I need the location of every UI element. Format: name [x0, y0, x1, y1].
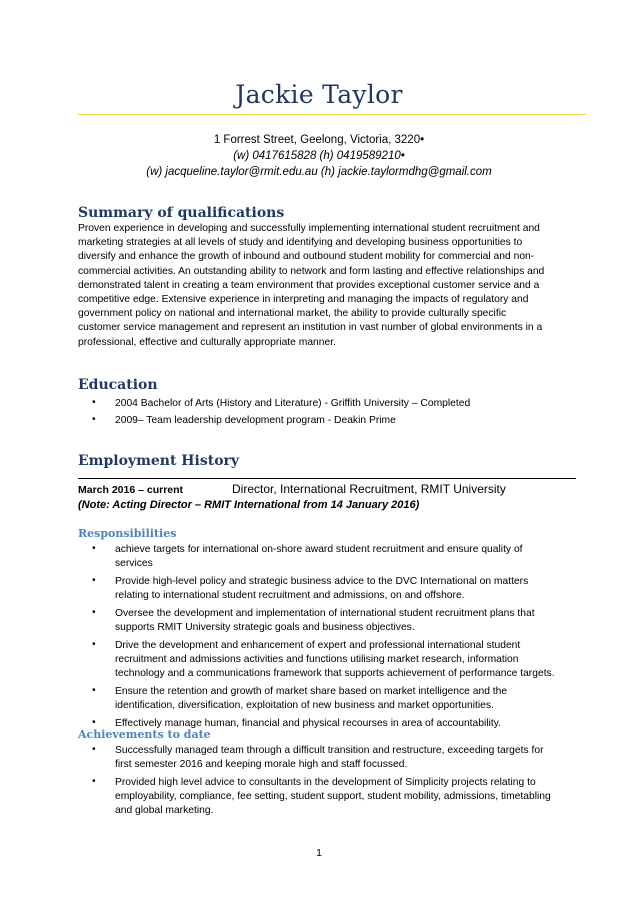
page-number: 1: [316, 847, 322, 859]
job-date: March 2016 – current: [78, 484, 184, 496]
bullet-dot: •: [92, 607, 96, 618]
bullet-dot: •: [92, 685, 96, 697]
summary-line: customer service management and represent an institution in vast number of global environments in a: [78, 322, 543, 334]
job-title: Director, International Recruitment, RMIT University: [232, 482, 506, 496]
list-item: Oversee the development and implementation of international student recruitment plans that: [115, 608, 535, 619]
list-item: identification, diversification, exploitation of new business and market opportunities.: [115, 700, 494, 712]
employment-rule: [78, 478, 576, 479]
list-item: Ensure the retention and growth of market share based on market intelligence and the: [115, 686, 508, 698]
list-item: 2004 Bachelor of Arts (History and Literature) - Griffith University – Completed: [115, 398, 471, 409]
summary-heading: Summary of qualifications: [78, 205, 285, 221]
achievements-heading: Achievements to date: [78, 728, 211, 741]
responsibilities-heading: Responsibilities: [78, 527, 177, 540]
list-item: Provide high-level policy and strategic business advice to the DVC International on matters: [115, 576, 529, 587]
summary-line: demonstrated talent in creating a team environment that provides exceptional customer service and a: [78, 279, 540, 291]
list-item: supports RMIT University strategic goals and business objectives.: [115, 622, 415, 634]
address-line: 1 Forrest Street, Geelong, Victoria, 3220•: [213, 134, 425, 146]
summary-line: government policy on national and international market, the ability to provide culturally specific: [78, 308, 507, 320]
list-item: services: [115, 558, 153, 570]
summary-line: Proven experience in developing and successfully implementing international student recruitment and: [78, 223, 540, 234]
list-item: Drive the development and enhancement of expert and professional international student: [115, 640, 521, 651]
summary-line: commercial activities. An outstanding ability to network and form lasting and effective relationships and: [78, 265, 545, 277]
bullet-dot: •: [92, 639, 96, 650]
list-item: and global marketing.: [115, 805, 214, 817]
bullet-dot: •: [92, 575, 96, 586]
education-heading: Education: [78, 377, 158, 393]
bullet-dot: •: [92, 776, 96, 787]
list-item: employability, compliance, fee setting, student support, student mobility, admissions, timetabling: [115, 791, 551, 803]
bullet-dot: •: [92, 717, 96, 729]
candidate-name: Jackie Taylor: [235, 80, 403, 109]
summary-line: diversify and enhance the growth of inbound and outbound student mobility for commercial and non-: [78, 251, 535, 263]
summary-line: marketing strategies at all levels of study and identifying and developing business opportunities to: [78, 237, 523, 249]
email-line: (w) jacqueline.taylor@rmit.edu.au (h) jackie.taylormdhg@gmail.com: [146, 166, 492, 178]
name-underline: [78, 114, 586, 115]
bullet-dot: •: [92, 744, 96, 755]
phone-line: (w) 0417615828 (h) 0419589210•: [233, 150, 405, 162]
employment-heading: Employment History: [78, 453, 240, 469]
list-item: technology and a communications framework that supports achievement of performance targets.: [115, 668, 555, 680]
job-note: (Note: Acting Director – RMIT International from 14 January 2016): [78, 499, 420, 511]
bullet-dot: •: [92, 397, 96, 408]
list-item: 2009– Team leadership development program - Deakin Prime: [115, 415, 396, 427]
list-item: first semester 2016 and keeping morale high and staff focussed.: [115, 759, 408, 771]
summary-line: competitive edge. Extensive experience in interpreting and managing the impacts of regulatory and: [78, 294, 529, 305]
list-item: Effectively manage human, financial and physical recourses in area of accountability.: [115, 718, 501, 730]
bullet-dot: •: [92, 414, 96, 426]
list-item: relating to international student recruitment and admissions, on and offshore.: [115, 590, 465, 602]
list-item: Successfully managed team through a difficult transition and restructure, exceeding targets for: [115, 745, 544, 756]
list-item: Provided high level advice to consultants in the development of Simplicity projects relating to: [115, 777, 536, 788]
bullet-dot: •: [92, 543, 96, 554]
summary-line: professional, effective and culturally appropriate manner.: [78, 336, 336, 348]
list-item: achieve targets for international on-shore award student recruitment and ensure quality of: [115, 544, 523, 555]
list-item: recruitment and admissions activities and functions utilising market research, information: [115, 654, 519, 666]
